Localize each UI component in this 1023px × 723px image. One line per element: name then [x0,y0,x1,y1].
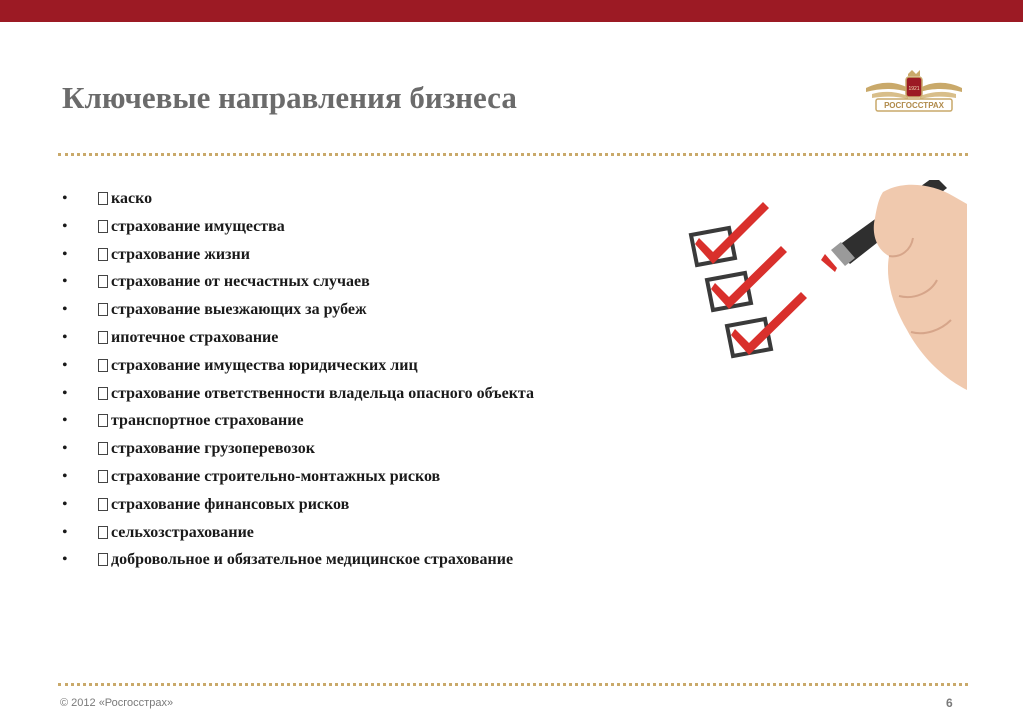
hand-icon [874,185,967,390]
list-item-label: страхование имущества юридических лиц [111,356,418,374]
list-item [62,494,534,522]
list-item-label: страхование жизни [111,245,250,263]
list-item [62,188,534,216]
page-number: 6 [946,696,953,710]
list-item [62,271,534,299]
list-item-label: страхование грузоперевозок [111,440,315,458]
list-item [62,438,534,466]
checkbox-glyph [98,414,108,427]
list-item-label: страхование выезжающих за рубеж [111,301,367,319]
bullet: • [62,245,68,263]
list-item [62,299,534,327]
bullet: • [62,523,68,541]
checkbox-glyph [98,220,108,233]
list-item-label: транспортное страхование [111,412,304,430]
bullet: • [62,301,68,319]
list-item-label: страхование финансовых рисков [111,495,350,513]
copyright-text: © 2012 «Росгосстрах» [60,697,174,709]
checkbox-glyph [98,387,108,400]
checkbox-glyph [98,359,108,372]
list-item [62,522,534,550]
list-item [62,410,534,438]
rosgosstrakh-logo [862,66,966,114]
bullet: • [62,328,68,346]
checkbox-glyph [98,192,108,205]
list-item-label: страхование строительно-монтажных рисков [111,467,441,485]
list-item [62,327,534,355]
divider-top [58,153,968,156]
bullet: • [62,467,68,485]
list-item [62,355,534,383]
checkbox-glyph [98,553,108,566]
list-item-label: добровольное и обязательное медицинское страхование [111,551,514,569]
checkbox-glyph [98,275,108,288]
bullet: • [62,273,68,291]
page-title: Ключевые направления бизнеса [62,80,517,115]
svg-text:1921: 1921 [908,86,920,92]
checkbox-1-icon [691,202,769,265]
bullet: • [62,440,68,458]
list-item-label: страхование от несчастных случаев [111,273,370,291]
list-item-label: страхование имущества [111,217,285,235]
list-item-label: каско [111,190,153,207]
checkbox-glyph [98,248,108,261]
checkbox-glyph [98,303,108,316]
list-item [62,383,534,411]
checkbox-glyph [98,526,108,539]
divider-bottom [58,683,968,686]
list-item-label: сельхозстрахование [111,523,254,541]
bullet: • [62,384,68,402]
list-item [62,216,534,244]
svg-text:РОСГОССТРАХ: РОСГОССТРАХ [884,101,944,110]
bullet: • [62,412,68,430]
checkbox-glyph [98,470,108,483]
checkbox-glyph [98,498,108,511]
list-item [62,244,534,272]
top-brand-bar [0,0,1023,22]
checkbox-glyph [98,331,108,344]
bullet: • [62,190,68,207]
bullet: • [62,551,68,569]
checkbox-glyph [98,442,108,455]
bullet: • [62,356,68,374]
list-item [62,466,534,494]
list-item [62,549,534,577]
list-item-label: страхование ответственности владельца опасного объекта [111,384,534,402]
business-directions-list [62,188,534,577]
bullet: • [62,495,68,513]
checkbox-3-icon [727,292,807,356]
list-item-label: ипотечное страхование [111,328,279,346]
bullet: • [62,217,68,235]
checklist-illustration [685,180,967,405]
